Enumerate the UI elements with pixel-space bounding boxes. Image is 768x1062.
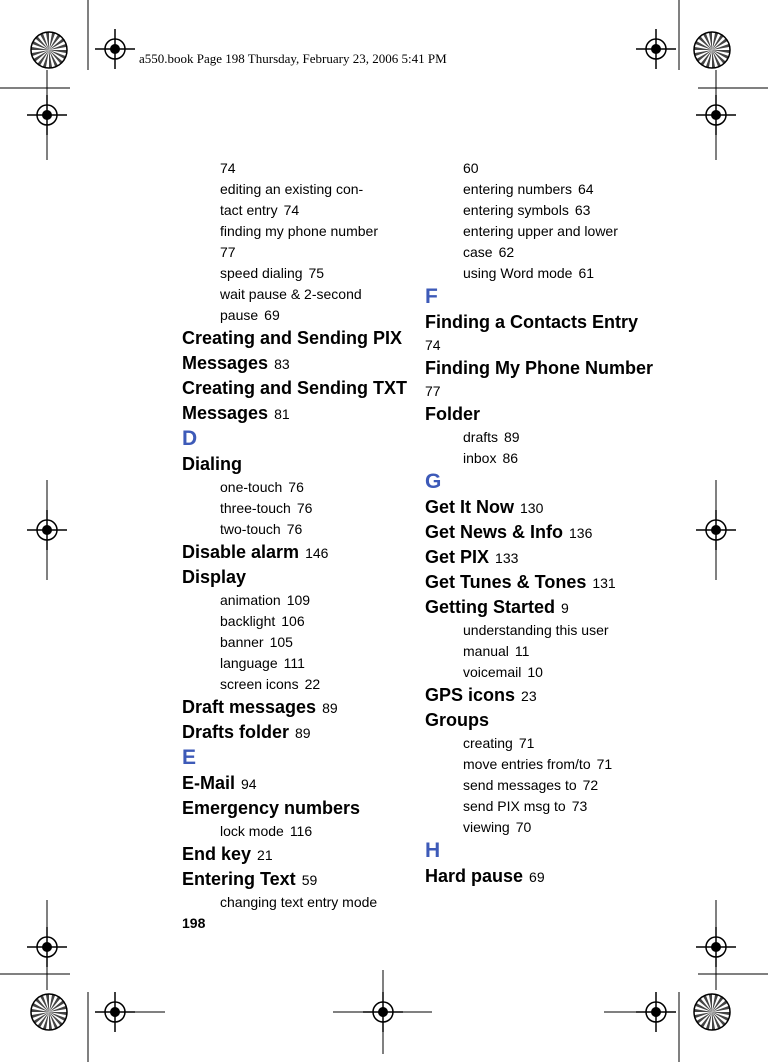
index-entry (182, 842, 414, 867)
index-subentry (463, 221, 657, 242)
entry-text: two-touch (220, 521, 281, 537)
entry-page-number: 10 (527, 664, 543, 680)
entry-page-number: 21 (257, 847, 273, 863)
entry-text: F (425, 285, 438, 308)
entry-text: using Word mode (463, 265, 573, 281)
index-subentry (463, 427, 657, 448)
index-subentry (220, 263, 414, 284)
entry-text: pause (220, 307, 259, 323)
entry-text: entering upper and lower (463, 223, 618, 239)
entry-text: GPS icons (425, 685, 516, 705)
index-entry (182, 401, 414, 426)
entry-text: 74 (425, 337, 441, 353)
entry-page-number: 61 (578, 265, 595, 281)
entry-text: Get Tunes & Tones (425, 572, 587, 592)
index-entry (425, 402, 657, 427)
entry-text: inbox (463, 450, 497, 466)
entry-text: Folder (425, 404, 481, 424)
entry-text: voicemail (463, 664, 522, 680)
entry-text: Getting Started (425, 597, 556, 617)
entry-page-number: 89 (322, 700, 338, 716)
index-entry (425, 545, 657, 570)
entry-page-number: 70 (515, 819, 532, 835)
entry-text: Emergency numbers (182, 798, 361, 818)
index-subentry (463, 179, 657, 200)
entry-page-number: 73 (571, 798, 588, 814)
entry-text: tact entry (220, 202, 278, 218)
entry-text: Draft messages (182, 697, 317, 717)
color-starburst (694, 32, 730, 68)
index-column-right (425, 158, 657, 889)
entry-text: send PIX msg to (463, 798, 566, 814)
registration-target (95, 29, 135, 69)
entry-page-number: 130 (520, 500, 544, 516)
entry-text: banner (220, 634, 264, 650)
index-subentry (463, 620, 657, 641)
entry-text: Disable alarm (182, 542, 300, 562)
entry-page-number: 109 (286, 592, 311, 608)
entry-text: G (425, 470, 442, 493)
entry-page-number: 75 (308, 265, 325, 281)
section-letter (425, 838, 657, 864)
index-entry (425, 310, 657, 335)
entry-text: changing text entry mode (220, 894, 378, 910)
entry-text: Display (182, 567, 247, 587)
index-subentry (220, 821, 414, 842)
index-subentry (220, 305, 414, 326)
index-subentry (220, 674, 414, 695)
entry-page-number: 136 (569, 525, 593, 541)
entry-text: three-touch (220, 500, 291, 516)
index-subentry (463, 775, 657, 796)
index-entry (182, 565, 414, 590)
index-entry (425, 683, 657, 708)
entry-page-number: 131 (592, 575, 616, 591)
index-subentry (220, 477, 414, 498)
index-subentry (463, 662, 657, 683)
index-subentry (220, 179, 414, 200)
entry-text: D (182, 427, 198, 450)
entry-text: H (425, 839, 441, 862)
entry-text: move entries from/to (463, 756, 591, 772)
index-subentry (220, 158, 414, 179)
color-starburst (31, 994, 67, 1030)
entry-text: Finding a Contacts Entry (425, 312, 639, 332)
entry-page-number: 71 (596, 756, 613, 772)
entry-page-number: 64 (577, 181, 594, 197)
index-subentry (463, 754, 657, 775)
index-subentry (220, 590, 414, 611)
entry-text: manual (463, 643, 509, 659)
index-entry (425, 356, 657, 381)
index-subentry (463, 641, 657, 662)
entry-text: Groups (425, 710, 490, 730)
index-entry (425, 708, 657, 733)
entry-text: Entering Text (182, 869, 296, 889)
entry-page-number: 133 (495, 550, 519, 566)
entry-page-number: 69 (264, 307, 280, 323)
index-entry-page (425, 335, 657, 356)
entry-text: Dialing (182, 454, 243, 474)
entry-page-number: 22 (304, 676, 321, 692)
index-subentry (463, 158, 657, 179)
entry-text: speed dialing (220, 265, 303, 281)
index-subentry (463, 817, 657, 838)
entry-page-number: 111 (283, 655, 305, 671)
index-subentry (220, 284, 414, 305)
entry-text: drafts (463, 429, 499, 445)
entry-text: 74 (220, 160, 236, 176)
index-entry-page (425, 381, 657, 402)
entry-page-number: 89 (295, 725, 311, 741)
entry-text: send messages to (463, 777, 577, 793)
index-subentry (463, 733, 657, 754)
index-entry (182, 326, 414, 351)
registration-target (636, 992, 676, 1032)
entry-text: understanding this user (463, 622, 609, 638)
index-subentry (463, 448, 657, 469)
print-header: a550.book Page 198 Thursday, February 23, 2006 5:41 PM (139, 51, 447, 66)
index-entry (425, 864, 657, 889)
index-subentry (463, 796, 657, 817)
entry-page-number: 146 (305, 545, 329, 561)
entry-text: 60 (463, 160, 479, 176)
entry-text: Creating and Sending PIX (182, 328, 403, 348)
entry-text: Get It Now (425, 497, 514, 517)
index-subentry (220, 632, 414, 653)
entry-page-number: 71 (518, 735, 535, 751)
index-subentry (220, 221, 414, 242)
color-starburst (694, 994, 730, 1030)
entry-page-number: 76 (296, 500, 313, 516)
entry-text: creating (463, 735, 513, 751)
entry-text: animation (220, 592, 281, 608)
section-letter (425, 284, 657, 310)
entry-text: Get News & Info (425, 522, 564, 542)
entry-text: wait pause & 2-second (220, 286, 362, 302)
entry-text: screen icons (220, 676, 299, 692)
index-subentry (220, 611, 414, 632)
section-letter (425, 469, 657, 495)
entry-page-number: 63 (574, 202, 591, 218)
entry-page-number: 83 (274, 356, 290, 372)
index-entry (182, 771, 414, 796)
section-letter (182, 426, 414, 452)
entry-page-number: 105 (269, 634, 293, 650)
registration-target (95, 992, 135, 1032)
entry-text: Messages (182, 353, 269, 373)
index-entry (182, 720, 414, 745)
entry-text: Messages (182, 403, 269, 423)
entry-page-number: 72 (582, 777, 599, 793)
section-letter (182, 745, 414, 771)
entry-page-number: 76 (286, 521, 303, 537)
index-entry (425, 495, 657, 520)
entry-page-number: 106 (281, 613, 305, 629)
entry-page-number: 86 (502, 450, 519, 466)
entry-text: Hard pause (425, 866, 524, 886)
index-subentry (463, 242, 657, 263)
color-starburst (31, 32, 67, 68)
entry-text: Creating and Sending TXT (182, 378, 408, 398)
index-entry (182, 452, 414, 477)
entry-text: Drafts folder (182, 722, 290, 742)
entry-page-number: 11 (514, 643, 530, 659)
index-entry (425, 520, 657, 545)
index-subentry (463, 263, 657, 284)
index-entry (182, 867, 414, 892)
entry-text: one-touch (220, 479, 283, 495)
index-subentry (220, 242, 414, 263)
index-entry (182, 376, 414, 401)
index-subentry (220, 498, 414, 519)
entry-text: backlight (220, 613, 276, 629)
index-subentry (463, 200, 657, 221)
entry-text: entering symbols (463, 202, 569, 218)
entry-page-number: 116 (289, 823, 313, 839)
index-entry (425, 595, 657, 620)
entry-page-number: 89 (504, 429, 520, 445)
entry-text: Get PIX (425, 547, 490, 567)
entry-text: finding my phone number (220, 223, 378, 239)
entry-page-number: 23 (521, 688, 537, 704)
entry-page-number: 94 (241, 776, 257, 792)
entry-text: viewing (463, 819, 510, 835)
entry-page-number: 59 (301, 872, 318, 888)
entry-text: 77 (220, 244, 236, 260)
entry-text: lock mode (220, 823, 284, 839)
index-subentry (220, 892, 414, 913)
entry-text: 77 (425, 383, 441, 399)
registration-target (636, 29, 676, 69)
entry-text: case (463, 244, 493, 260)
entry-text: E (182, 746, 197, 769)
index-entry (182, 540, 414, 565)
index-subentry (220, 653, 414, 674)
index-subentry (220, 519, 414, 540)
entry-page-number: 81 (274, 406, 290, 422)
entry-page-number: 62 (498, 244, 515, 260)
entry-page-number: 76 (288, 479, 304, 495)
entry-text: language (220, 655, 278, 671)
index-entry (182, 695, 414, 720)
entry-text: E-Mail (182, 773, 236, 793)
entry-text: editing an existing con- (220, 181, 364, 197)
index-entry (182, 351, 414, 376)
index-entry (182, 796, 414, 821)
entry-page-number: 69 (529, 869, 545, 885)
page-number: 198 (182, 915, 206, 931)
entry-text: End key (182, 844, 252, 864)
index-subentry (220, 200, 414, 221)
entry-page-number: 9 (561, 600, 569, 616)
entry-text: Finding My Phone Number (425, 358, 653, 378)
entry-text: entering numbers (463, 181, 572, 197)
index-column-left (182, 158, 414, 913)
entry-page-number: 74 (283, 202, 300, 218)
index-entry (425, 570, 657, 595)
